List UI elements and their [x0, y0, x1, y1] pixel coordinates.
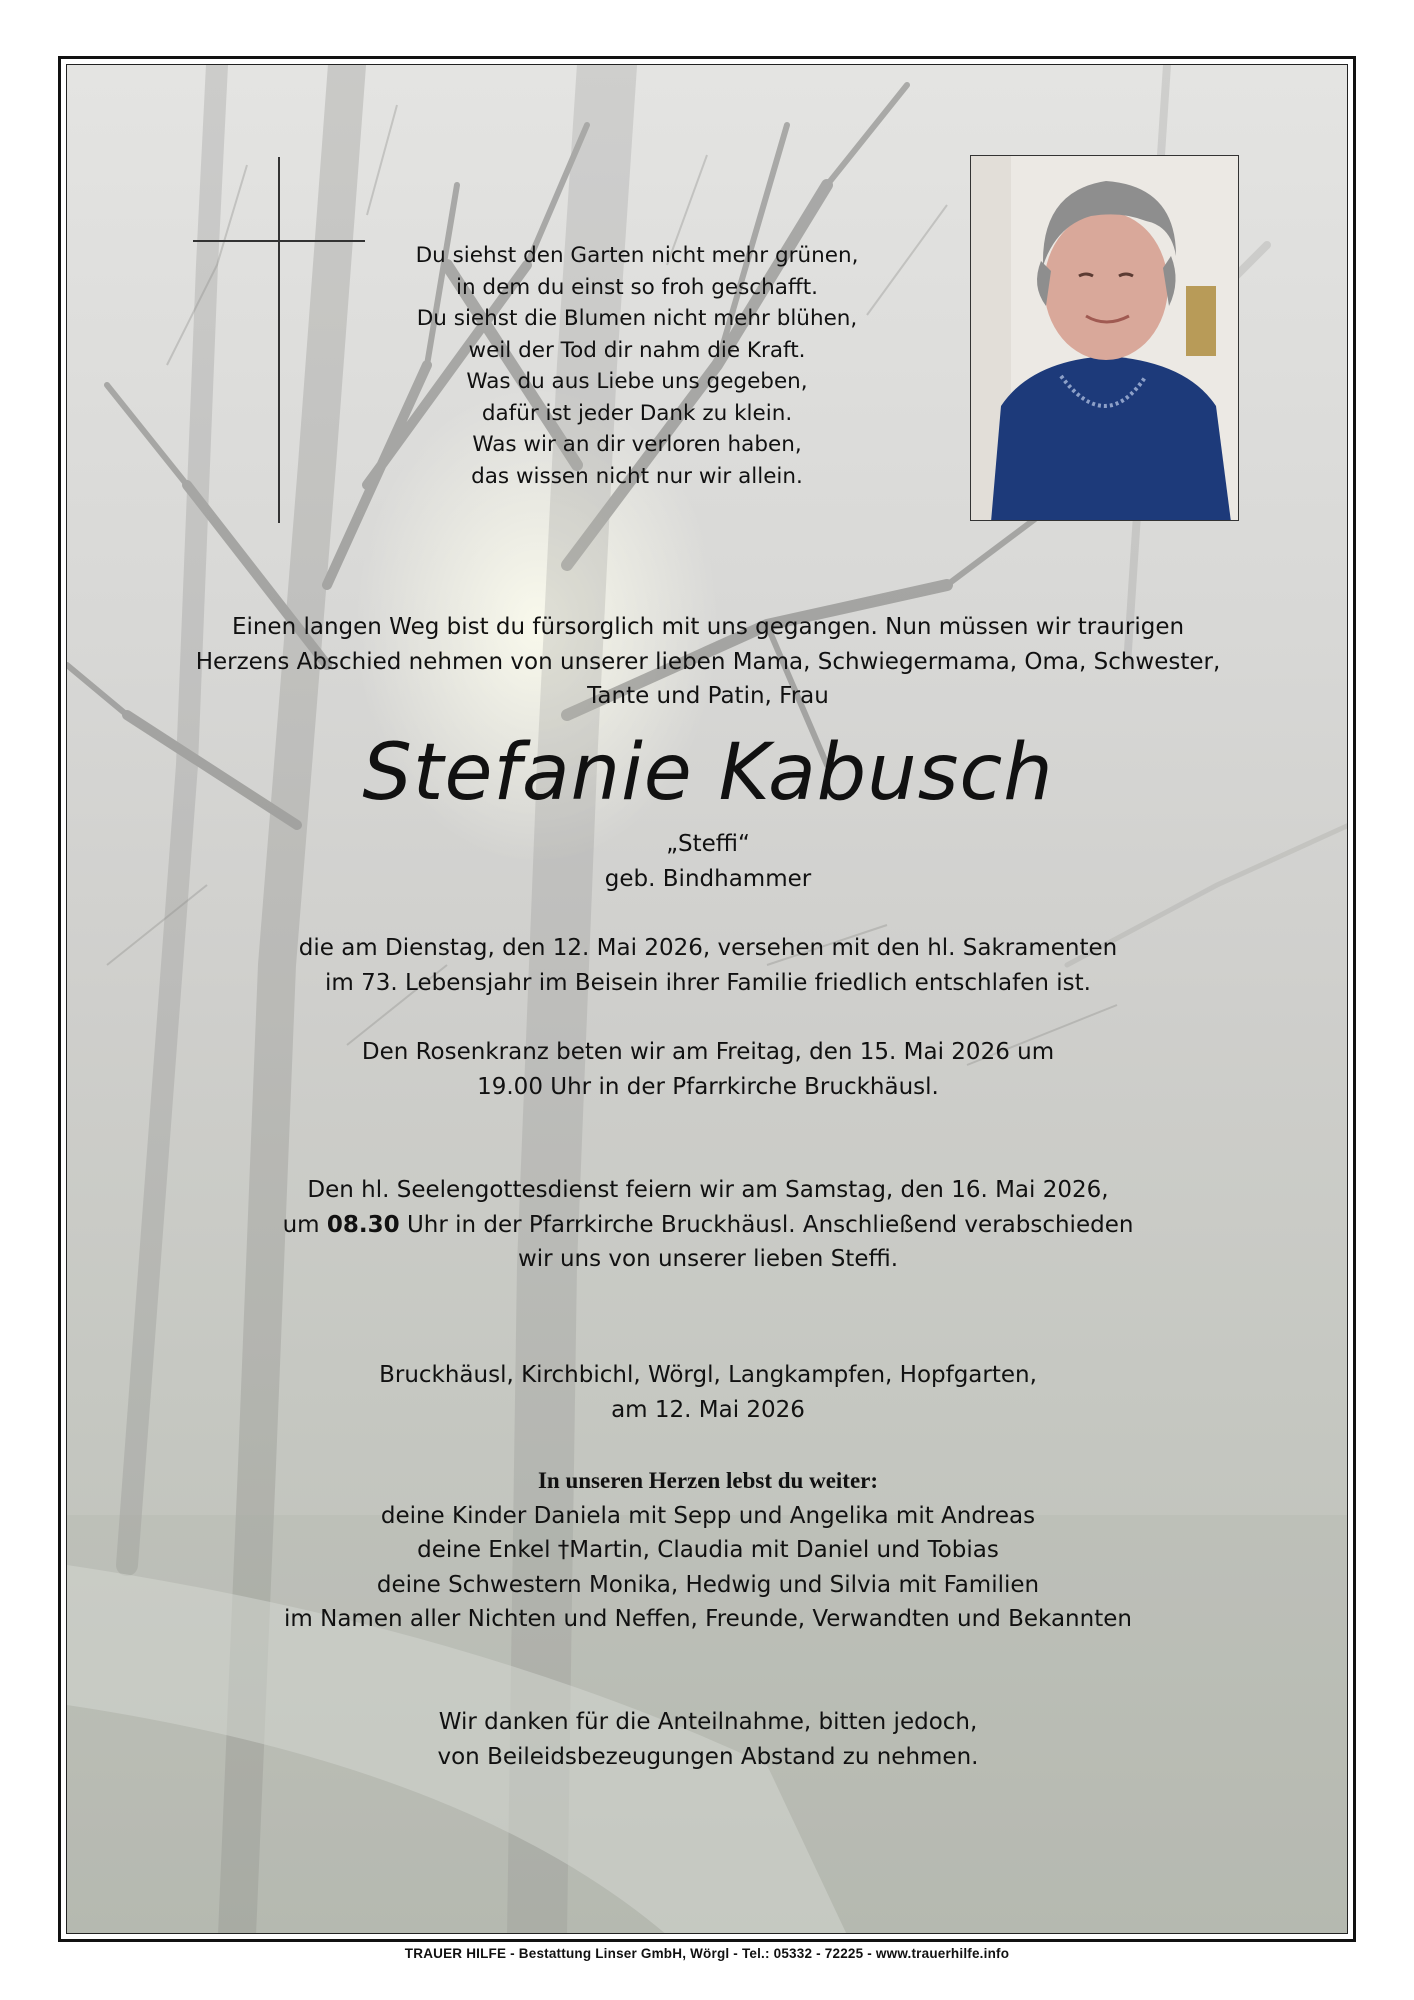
mourners-heading: In unseren Herzen lebst du weiter: [537, 1468, 879, 1493]
mourner-line: deine Enkel †Martin, Claudia mit Daniel und Tobias [417, 1537, 999, 1563]
poem-line: Was du aus Liebe uns gegeben, [466, 369, 808, 394]
rosary-notice [67, 1035, 1348, 1104]
mourner-line: deine Schwestern Monika, Hedwig und Silvia mit Familien [376, 1571, 1040, 1598]
poem-line: in dem du einst so froh geschafft. [455, 274, 818, 300]
birth-name: geb. Bindhammer [604, 865, 812, 892]
service-notice [67, 1173, 1348, 1277]
mourners [67, 1464, 1348, 1637]
date-line: am 12. Mai 2026 [611, 1396, 805, 1423]
place-date [67, 1358, 1348, 1427]
thanks-note [67, 1705, 1348, 1774]
death-notice-line: die am Dienstag, den 12. Mai 2026, versehen mit den hl. Sakramenten [298, 935, 1118, 961]
portrait-photo [970, 155, 1239, 521]
poem [367, 240, 907, 492]
service-line: wir uns von unserer lieben Steffi. [517, 1246, 899, 1272]
service-line: Den hl. Seelengottesdienst feiern wir am Samstag, den 16. Mai 2026, [307, 1177, 1109, 1203]
intro-line: Herzens Abschied nehmen von unserer lieben Mama, Schwiegermama, Oma, Schwester, [195, 648, 1221, 675]
portrait-photo-icon [971, 156, 1239, 521]
poem-line: das wissen nicht nur wir allein. [471, 463, 803, 489]
service-time: 08.30 [326, 1211, 400, 1238]
death-notice [67, 931, 1348, 1000]
thanks-line: von Beileidsbezeugungen Abstand zu nehmen. [437, 1743, 979, 1770]
deceased-name: Stefanie Kabusch [362, 728, 1054, 818]
death-notice-line: im 73. Lebensjahr im Beisein ihrer Familie friedlich entschlafen ist. [325, 969, 1091, 996]
service-line: um 08.30 Uhr in der Pfarrkirche Bruckhäusl. Anschließend verabschieden [282, 1211, 1134, 1238]
nickname: „Steffi“ [666, 831, 750, 857]
thanks-line: Wir danken für die Anteilnahme, bitten jedoch, [438, 1709, 978, 1735]
place-line: Bruckhäusl, Kirchbichl, Wörgl, Langkampfen, Hopfgarten, [379, 1362, 1037, 1388]
cross-icon-beam [193, 240, 365, 242]
footer-imprint: TRAUER HILFE - Bestattung Linser GmbH, Wörgl - Tel.: 05332 - 72225 - www.trauerhilfe.info [404, 1946, 1010, 1961]
rosary-line: Den Rosenkranz beten wir am Freitag, den 15. Mai 2026 um [361, 1039, 1055, 1065]
poem-line: dafür ist jeder Dank zu klein. [481, 400, 793, 426]
cross-icon [278, 157, 280, 523]
mourner-line: im Namen aller Nichten und Neffen, Freunde, Verwandten und Bekannten [284, 1606, 1132, 1632]
name-details [67, 827, 1348, 896]
poem-line: Du siehst die Blumen nicht mehr blühen, [416, 306, 858, 331]
obituary-card [66, 64, 1348, 1934]
rosary-line: 19.00 Uhr in der Pfarrkirche Bruckhäusl. [477, 1073, 939, 1100]
poem-line: Du siehst den Garten nicht mehr grünen, [415, 243, 859, 268]
poem-line: weil der Tod dir nahm die Kraft. [468, 337, 806, 363]
intro-text [67, 610, 1348, 714]
intro-line: Tante und Patin, Frau [587, 683, 829, 709]
mourner-line: deine Kinder Daniela mit Sepp und Angelika mit Andreas [380, 1502, 1036, 1529]
poem-line: Was wir an dir verloren haben, [472, 432, 802, 457]
intro-line: Einen langen Weg bist du fürsorglich mit uns gegangen. Nun müssen wir traurigen [231, 614, 1185, 640]
